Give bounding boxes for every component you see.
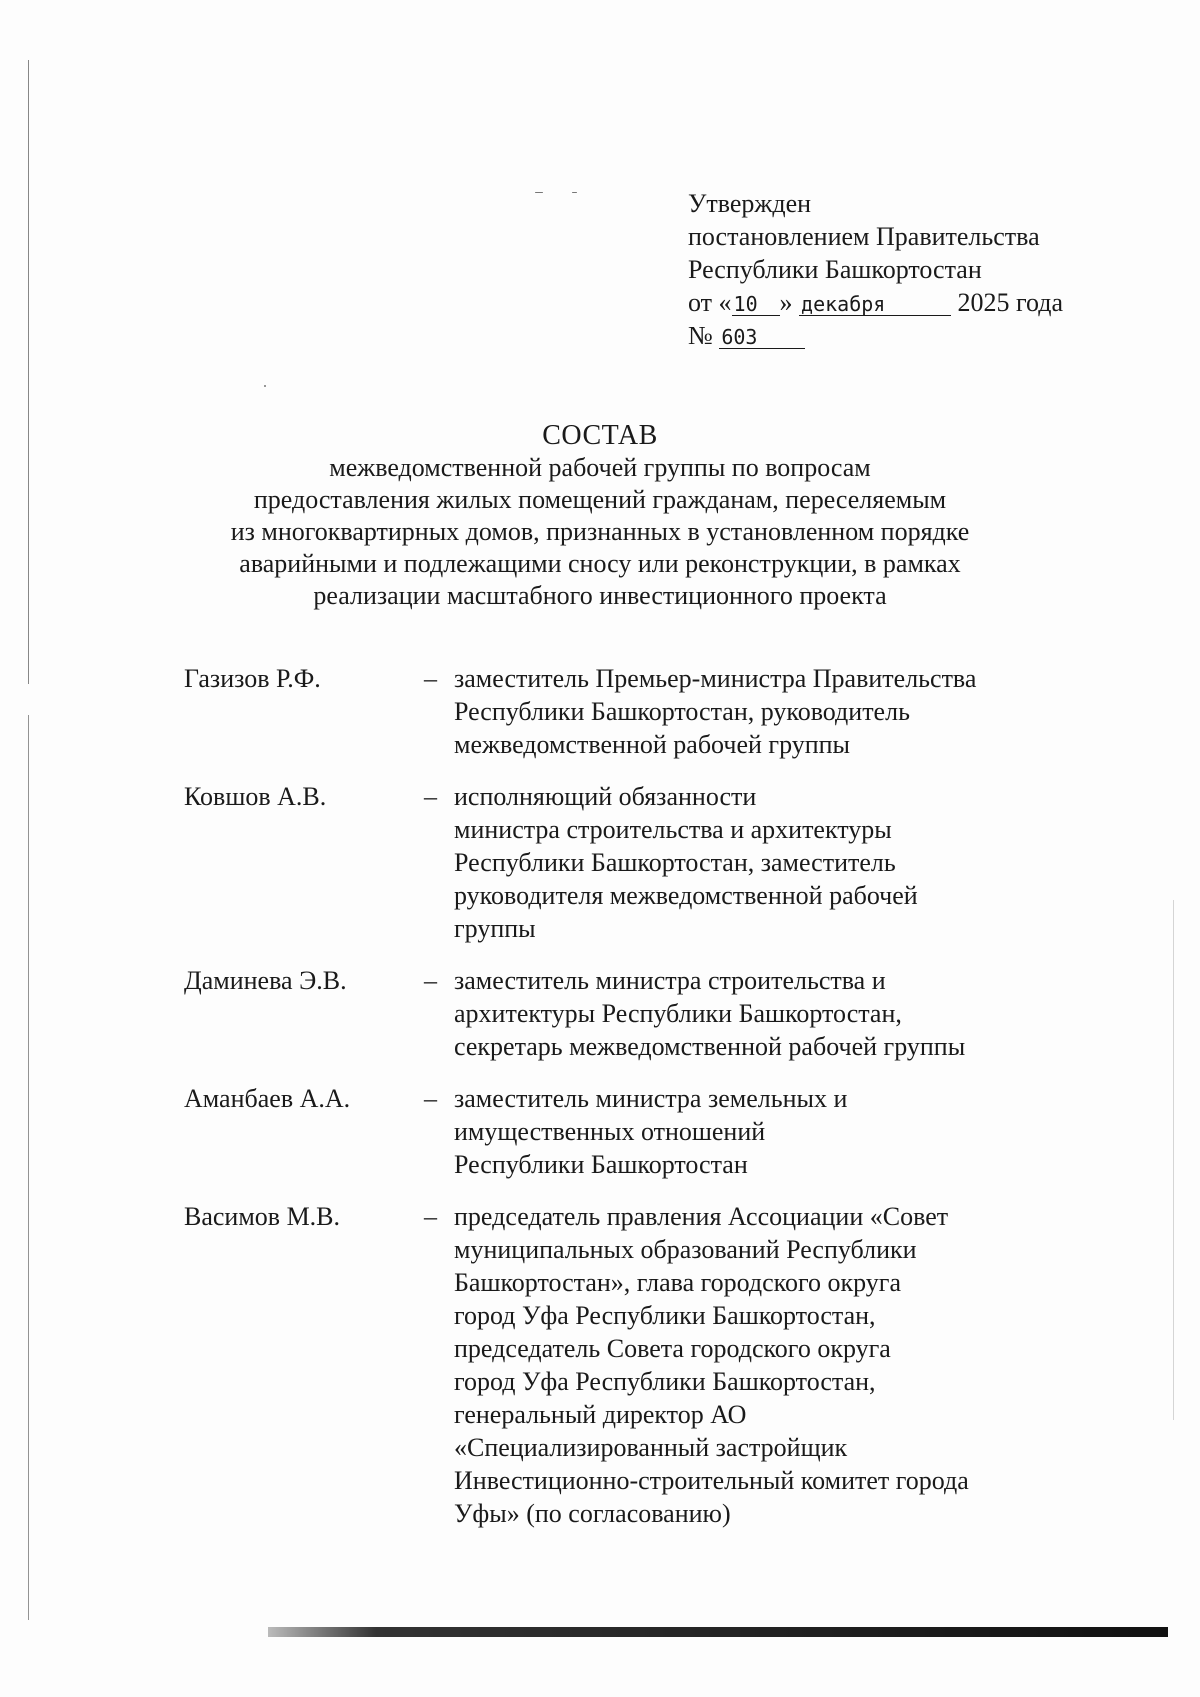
scan-speck — [535, 192, 543, 193]
scan-bottom-bar — [268, 1627, 1168, 1637]
number-prefix: № — [688, 321, 713, 350]
member-role — [454, 780, 1084, 945]
member-row — [184, 964, 1084, 1063]
document-title: СОСТАВ — [542, 420, 658, 451]
member-dash: – — [424, 664, 437, 693]
member-role-line: город Уфа Республики Башкортостан, — [454, 1301, 876, 1330]
member-role-line: Республики Башкортостан, заместитель — [454, 848, 896, 877]
document-heading — [0, 420, 1200, 612]
member-role-line: имущественных отношений — [454, 1117, 766, 1146]
heading-line: реализации масштабного инвестиционного проекта — [313, 581, 887, 610]
member-role — [454, 662, 1084, 761]
approval-line-1: Утвержден — [688, 189, 812, 218]
date-mid: » — [779, 288, 793, 317]
member-name: Газизов Р.Ф. — [184, 664, 321, 693]
member-role-line: Республики Башкортостан — [454, 1150, 748, 1179]
member-role-line: «Специализированный застройщик — [454, 1433, 848, 1462]
approval-line-2: постановлением Правительства — [688, 222, 1040, 251]
heading-line: предоставления жилых помещений гражданам, переселяемым — [253, 485, 947, 514]
approval-date-line — [688, 286, 1063, 319]
resolution-number: 603 — [719, 326, 805, 349]
member-role-line: архитектуры Республики Башкортостан, — [454, 999, 902, 1028]
scan-edge-right — [1173, 900, 1174, 1420]
member-role — [454, 1082, 1084, 1181]
member-name: Даминева Э.В. — [184, 966, 347, 995]
member-role — [454, 1200, 1084, 1530]
member-role-line: председатель Совета городского округа — [454, 1334, 891, 1363]
members-list — [184, 662, 1084, 1549]
member-role-line: Инвестиционно-строительный комитет города — [454, 1466, 969, 1495]
scan-edge-left — [28, 60, 29, 1620]
heading-line: из многоквартирных домов, признанных в установленном порядке — [230, 517, 970, 546]
date-day: 10 — [732, 293, 780, 316]
member-role-line: министра строительства и архитектуры — [454, 815, 892, 844]
approval-number-line — [688, 319, 1063, 352]
member-role-line: генеральный директор АО — [454, 1400, 747, 1429]
member-dash: – — [424, 1084, 437, 1113]
member-role-line: заместитель Премьер-министра Правительства — [454, 664, 977, 693]
date-year: 2025 года — [957, 288, 1064, 317]
member-role-line: исполняющий обязанности — [454, 782, 757, 811]
member-role-line: группы — [454, 914, 536, 943]
member-row — [184, 662, 1084, 761]
member-dash: – — [424, 1202, 437, 1231]
member-role — [454, 964, 1084, 1063]
scan-speck — [572, 192, 577, 193]
member-dash: – — [424, 966, 437, 995]
member-role-line: город Уфа Республики Башкортостан, — [454, 1367, 876, 1396]
date-month: декабря — [799, 293, 951, 316]
member-role-line: председатель правления Ассоциации «Совет — [454, 1202, 949, 1231]
member-row — [184, 780, 1084, 945]
member-role-line: Республики Башкортостан, руководитель — [454, 697, 910, 726]
member-row — [184, 1200, 1084, 1530]
member-role-line: руководителя межведомственной рабочей — [454, 881, 918, 910]
member-name: Аманбаев А.А. — [184, 1084, 351, 1113]
date-prefix: от « — [688, 288, 732, 317]
member-role-line: заместитель министра земельных и — [454, 1084, 848, 1113]
member-row — [184, 1082, 1084, 1181]
member-name: Ковшов А.В. — [184, 782, 327, 811]
member-role-line: заместитель министра строительства и — [454, 966, 886, 995]
member-role-line: муниципальных образований Республики — [454, 1235, 917, 1264]
member-role-line: секретарь межведомственной рабочей группы — [454, 1032, 966, 1061]
heading-line: аварийными и подлежащими сносу или реконструкции, в рамках — [239, 549, 961, 578]
heading-line: межведомственной рабочей группы по вопросам — [329, 453, 871, 482]
approval-line-3: Республики Башкортостан — [688, 255, 982, 284]
member-dash: – — [424, 782, 437, 811]
member-role-line: межведомственной рабочей группы — [454, 730, 851, 759]
member-name: Васимов М.В. — [184, 1202, 341, 1231]
member-role-line: Башкортостан», глава городского округа — [454, 1268, 901, 1297]
member-role-line: Уфы» (по согласованию) — [454, 1499, 731, 1528]
approval-block — [688, 187, 1063, 352]
scan-speck — [264, 385, 266, 387]
